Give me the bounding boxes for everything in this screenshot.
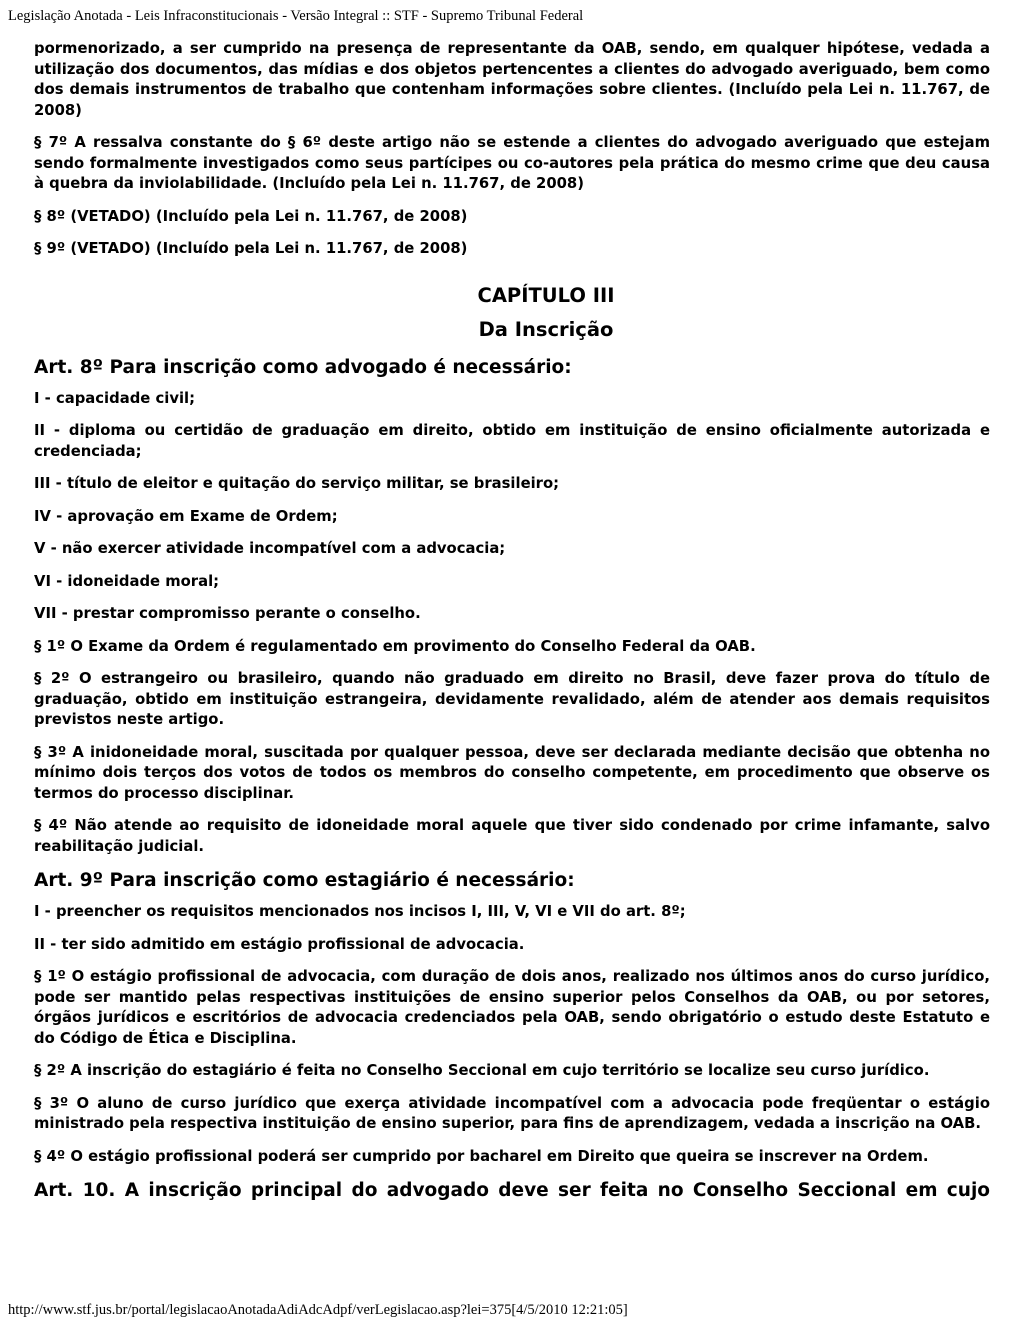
paragraph-section-7: § 7º A ressalva constante do § 6º deste artigo não se estende a clientes do advogado averiguado que estejam sendo formalmente investigados como seus partícipes ou co-autores pela prática do mesmo crime que deu causa à quebra da inviolabilidade. (Incluído pela Lei n. 11.767, de 2008) (34, 134, 990, 192)
article-8-title: Art. 8º Para inscrição como advogado é necessário: (34, 356, 572, 378)
art8-paragraph: § 3º A inidoneidade moral, suscitada por qualquer pessoa, deve ser declarada mediante decisão que obtenha no mínimo dois terços dos votos de todos os membros do conselho competente, em procedimento que observe os termos do processo disciplinar. (34, 743, 990, 802)
art9-paragraph: § 1º O estágio profissional de advocacia, com duração de dois anos, realizado nos últimos anos do curso jurídico, pode ser mantido pelas respectivas instituições de ensino superior pelos Conselhos da OAB, ou por setores, órgãos jurídicos e escritórios de advocacia credenciados pela OAB, sendo obrigatório o estudo deste Estatuto e do Código de Ética e Disciplina. (34, 968, 990, 1047)
art8-paragraph: § 4º Não atende ao requisito de idoneidade moral aquele que tiver sido condenado por crime infamante, salvo reabilitação judicial. (34, 817, 990, 855)
print-header: Legislação Anotada - Leis Infraconstitucionais - Versão Integral :: STF - Supremo Tribunal Federal (8, 8, 584, 24)
art8-item: I - capacidade civil; (34, 389, 196, 407)
art8-item: VI - idoneidade moral; (34, 572, 220, 590)
art8-item: II - diploma ou certidão de graduação em direito, obtido em instituição de ensino oficialmente autorizada e credenciada; (34, 422, 990, 460)
article-9-title: Art. 9º Para inscrição como estagiário é necessário: (34, 870, 575, 891)
art9-paragraph: § 4º O estágio profissional poderá ser cumprido por bacharel em Direito que queira se inscrever na Ordem. (34, 1147, 929, 1165)
art9-paragraph: § 2º A inscrição do estagiário é feita no Conselho Seccional em cujo território se localize seu curso jurídico. (34, 1062, 930, 1079)
art9-item: II - ter sido admitido em estágio profissional de advocacia. (34, 935, 525, 953)
chapter-subtitle: Da Inscrição (478, 317, 614, 341)
document-body (34, 39, 990, 1212)
paragraph-section-9: § 9º (VETADO) (Incluído pela Lei n. 11.767, de 2008) (34, 240, 468, 257)
article-10-title: Art. 10. A inscrição principal do advogado deve ser feita no Conselho Seccional em cujo (34, 1180, 990, 1201)
art8-item: VII - prestar compromisso perante o conselho. (34, 605, 421, 622)
art9-paragraph: § 3º O aluno de curso jurídico que exerça atividade incompatível com a advocacia pode freqüentar o estágio ministrado pela respectiva instituição de ensino superior, para fins de aprendizagem, vedada a inscrição na OAB. (34, 1094, 990, 1132)
chapter-title: CAPÍTULO III (477, 283, 615, 307)
paragraph-continuation: pormenorizado, a ser cumprido na presença de representante da OAB, sendo, em qualquer hipótese, vedada a utilização dos documentos, das mídias e dos objetos pertencentes a clientes do advogado averiguado, bem como dos demais instrumentos de trabalho que contenham informações sobre clientes. (Incluído pela Lei n. 11.767, de 2008) (34, 40, 990, 119)
art8-paragraph: § 1º O Exame da Ordem é regulamentado em provimento do Conselho Federal da OAB. (34, 637, 756, 655)
art8-item: IV - aprovação em Exame de Ordem; (34, 507, 338, 525)
paragraph-section-8: § 8º (VETADO) (Incluído pela Lei n. 11.767, de 2008) (34, 207, 468, 225)
art8-item: V - não exercer atividade incompatível com a advocacia; (34, 540, 506, 557)
art9-item: I - preencher os requisitos mencionados nos incisos I, III, V, VI e VII do art. 8º; (34, 903, 686, 920)
art8-paragraph: § 2º O estrangeiro ou brasileiro, quando não graduado em direito no Brasil, deve fazer prova do título de graduação, obtido em instituição estrangeira, devidamente revalidado, além de atender aos demais requisitos previstos neste artigo. (34, 670, 990, 728)
art8-item: III - título de eleitor e quitação do serviço militar, se brasileiro; (34, 475, 560, 492)
print-footer-url: http://www.stf.jus.br/portal/legislacaoAnotadaAdiAdcAdpf/verLegislacao.asp?lei=375[4/5/2010 12:21:05] (8, 1302, 628, 1318)
